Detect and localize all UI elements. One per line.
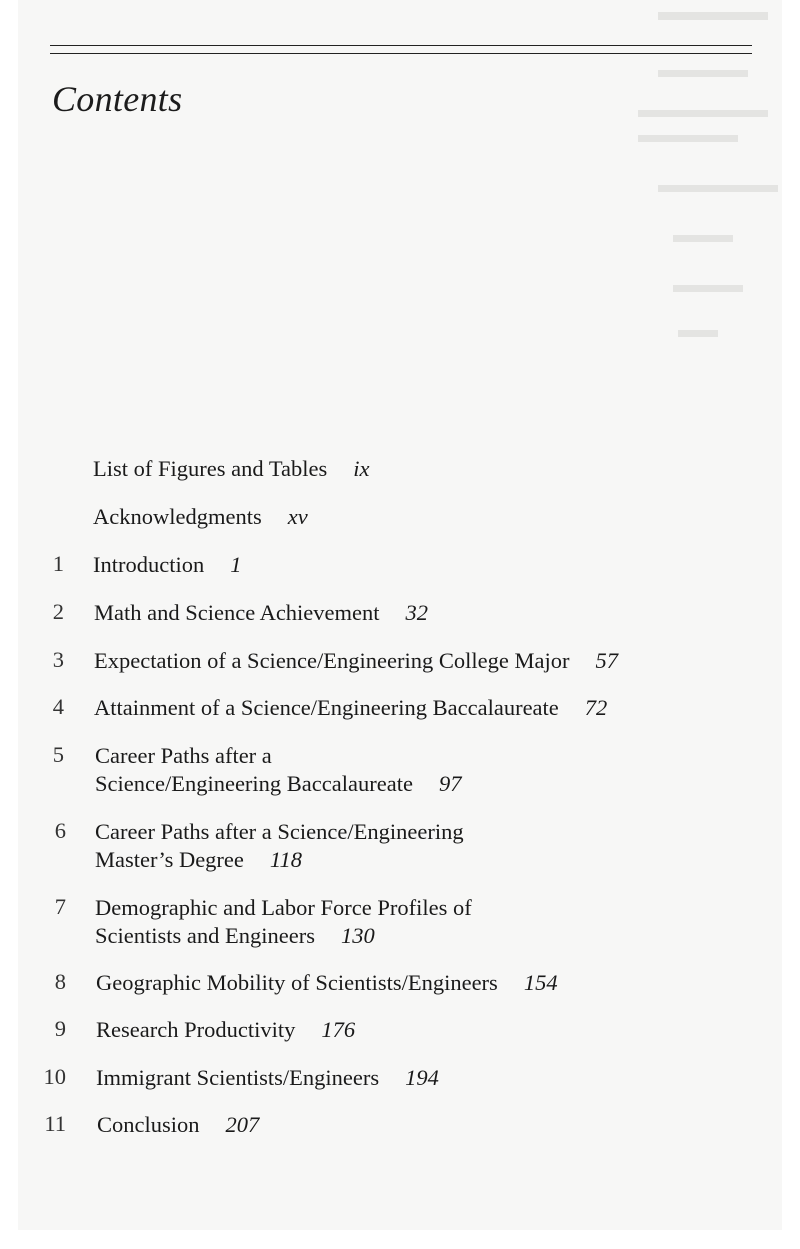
toc-page-number: 207 (225, 1112, 260, 1137)
toc-entry-title: Conclusion (97, 1112, 200, 1137)
chapter-number: 1 (52, 551, 64, 576)
toc-entry-chapter-6[interactable] (95, 818, 464, 874)
toc-page-number: 130 (340, 923, 375, 948)
toc-entry-title-line: Career Paths after a Science/Engineering (95, 819, 464, 844)
toc-page-number: xv (287, 504, 308, 529)
toc-entry-title-line: Demographic and Labor Force Profiles of (95, 895, 472, 920)
toc-entry-title: Introduction (93, 552, 205, 577)
toc-entry-title-line: Career Paths after a (95, 743, 272, 768)
chapter-number: 6 (54, 818, 66, 843)
toc-entry-title-line: Scientists and Engineers (95, 923, 315, 948)
toc-page-number: 118 (269, 847, 302, 872)
toc-page-number: 1 (230, 552, 242, 577)
chapter-number: 9 (54, 1016, 66, 1041)
toc-entry-title-line: Master’s Degree (95, 847, 244, 872)
toc-entry-chapter-7[interactable] (95, 894, 472, 950)
toc-entry-chapter-3[interactable] (94, 647, 618, 675)
chapter-number: 4 (52, 694, 64, 719)
toc-page-number: 194 (405, 1065, 439, 1090)
toc-entry-acknowledgments[interactable] (93, 503, 308, 531)
toc-page-number: ix (353, 456, 370, 481)
toc-page-number: 154 (523, 970, 558, 995)
toc-entry-chapter-10[interactable] (96, 1064, 439, 1092)
toc-entry-chapter-11[interactable] (97, 1111, 259, 1139)
toc-entry-figures-tables[interactable] (93, 455, 369, 483)
toc-entry-title: Expectation of a Science/Engineering College Major (94, 648, 570, 673)
toc-entry-title: Acknowledgments (93, 504, 262, 529)
toc-entry-title: Immigrant Scientists/Engineers (96, 1065, 380, 1090)
chapter-number: 11 (44, 1111, 66, 1136)
toc-entry-title-line: Science/Engineering Baccalaureate (95, 771, 413, 796)
toc-page-number: 57 (595, 648, 618, 673)
toc-entry-chapter-5[interactable] (95, 742, 461, 798)
chapter-number: 7 (54, 894, 66, 919)
chapter-number: 2 (52, 599, 64, 624)
toc-entry-chapter-4[interactable] (94, 694, 607, 722)
chapter-number: 10 (43, 1064, 66, 1089)
toc-entry-title: Math and Science Achievement (94, 600, 380, 625)
chapter-number: 5 (52, 742, 64, 767)
chapter-number: 8 (54, 969, 66, 994)
toc-entry-chapter-9[interactable] (96, 1016, 355, 1044)
toc-page-number: 32 (405, 600, 429, 625)
toc-entry-chapter-2[interactable] (94, 599, 428, 627)
toc-page-number: 97 (438, 771, 462, 796)
toc-entry-chapter-8[interactable] (96, 969, 558, 997)
toc-entry-title: Research Productivity (96, 1017, 296, 1042)
page-title: Contents (52, 79, 183, 119)
toc-page-number: 72 (584, 695, 608, 720)
toc-entry-title: Attainment of a Science/Engineering Baccalaureate (94, 695, 559, 720)
toc-page-number: 176 (321, 1017, 356, 1042)
chapter-number: 3 (52, 647, 64, 672)
toc-entry-title: List of Figures and Tables (93, 456, 328, 481)
toc-entry-title: Geographic Mobility of Scientists/Engineers (96, 970, 498, 995)
toc-entry-chapter-1[interactable] (93, 551, 241, 579)
